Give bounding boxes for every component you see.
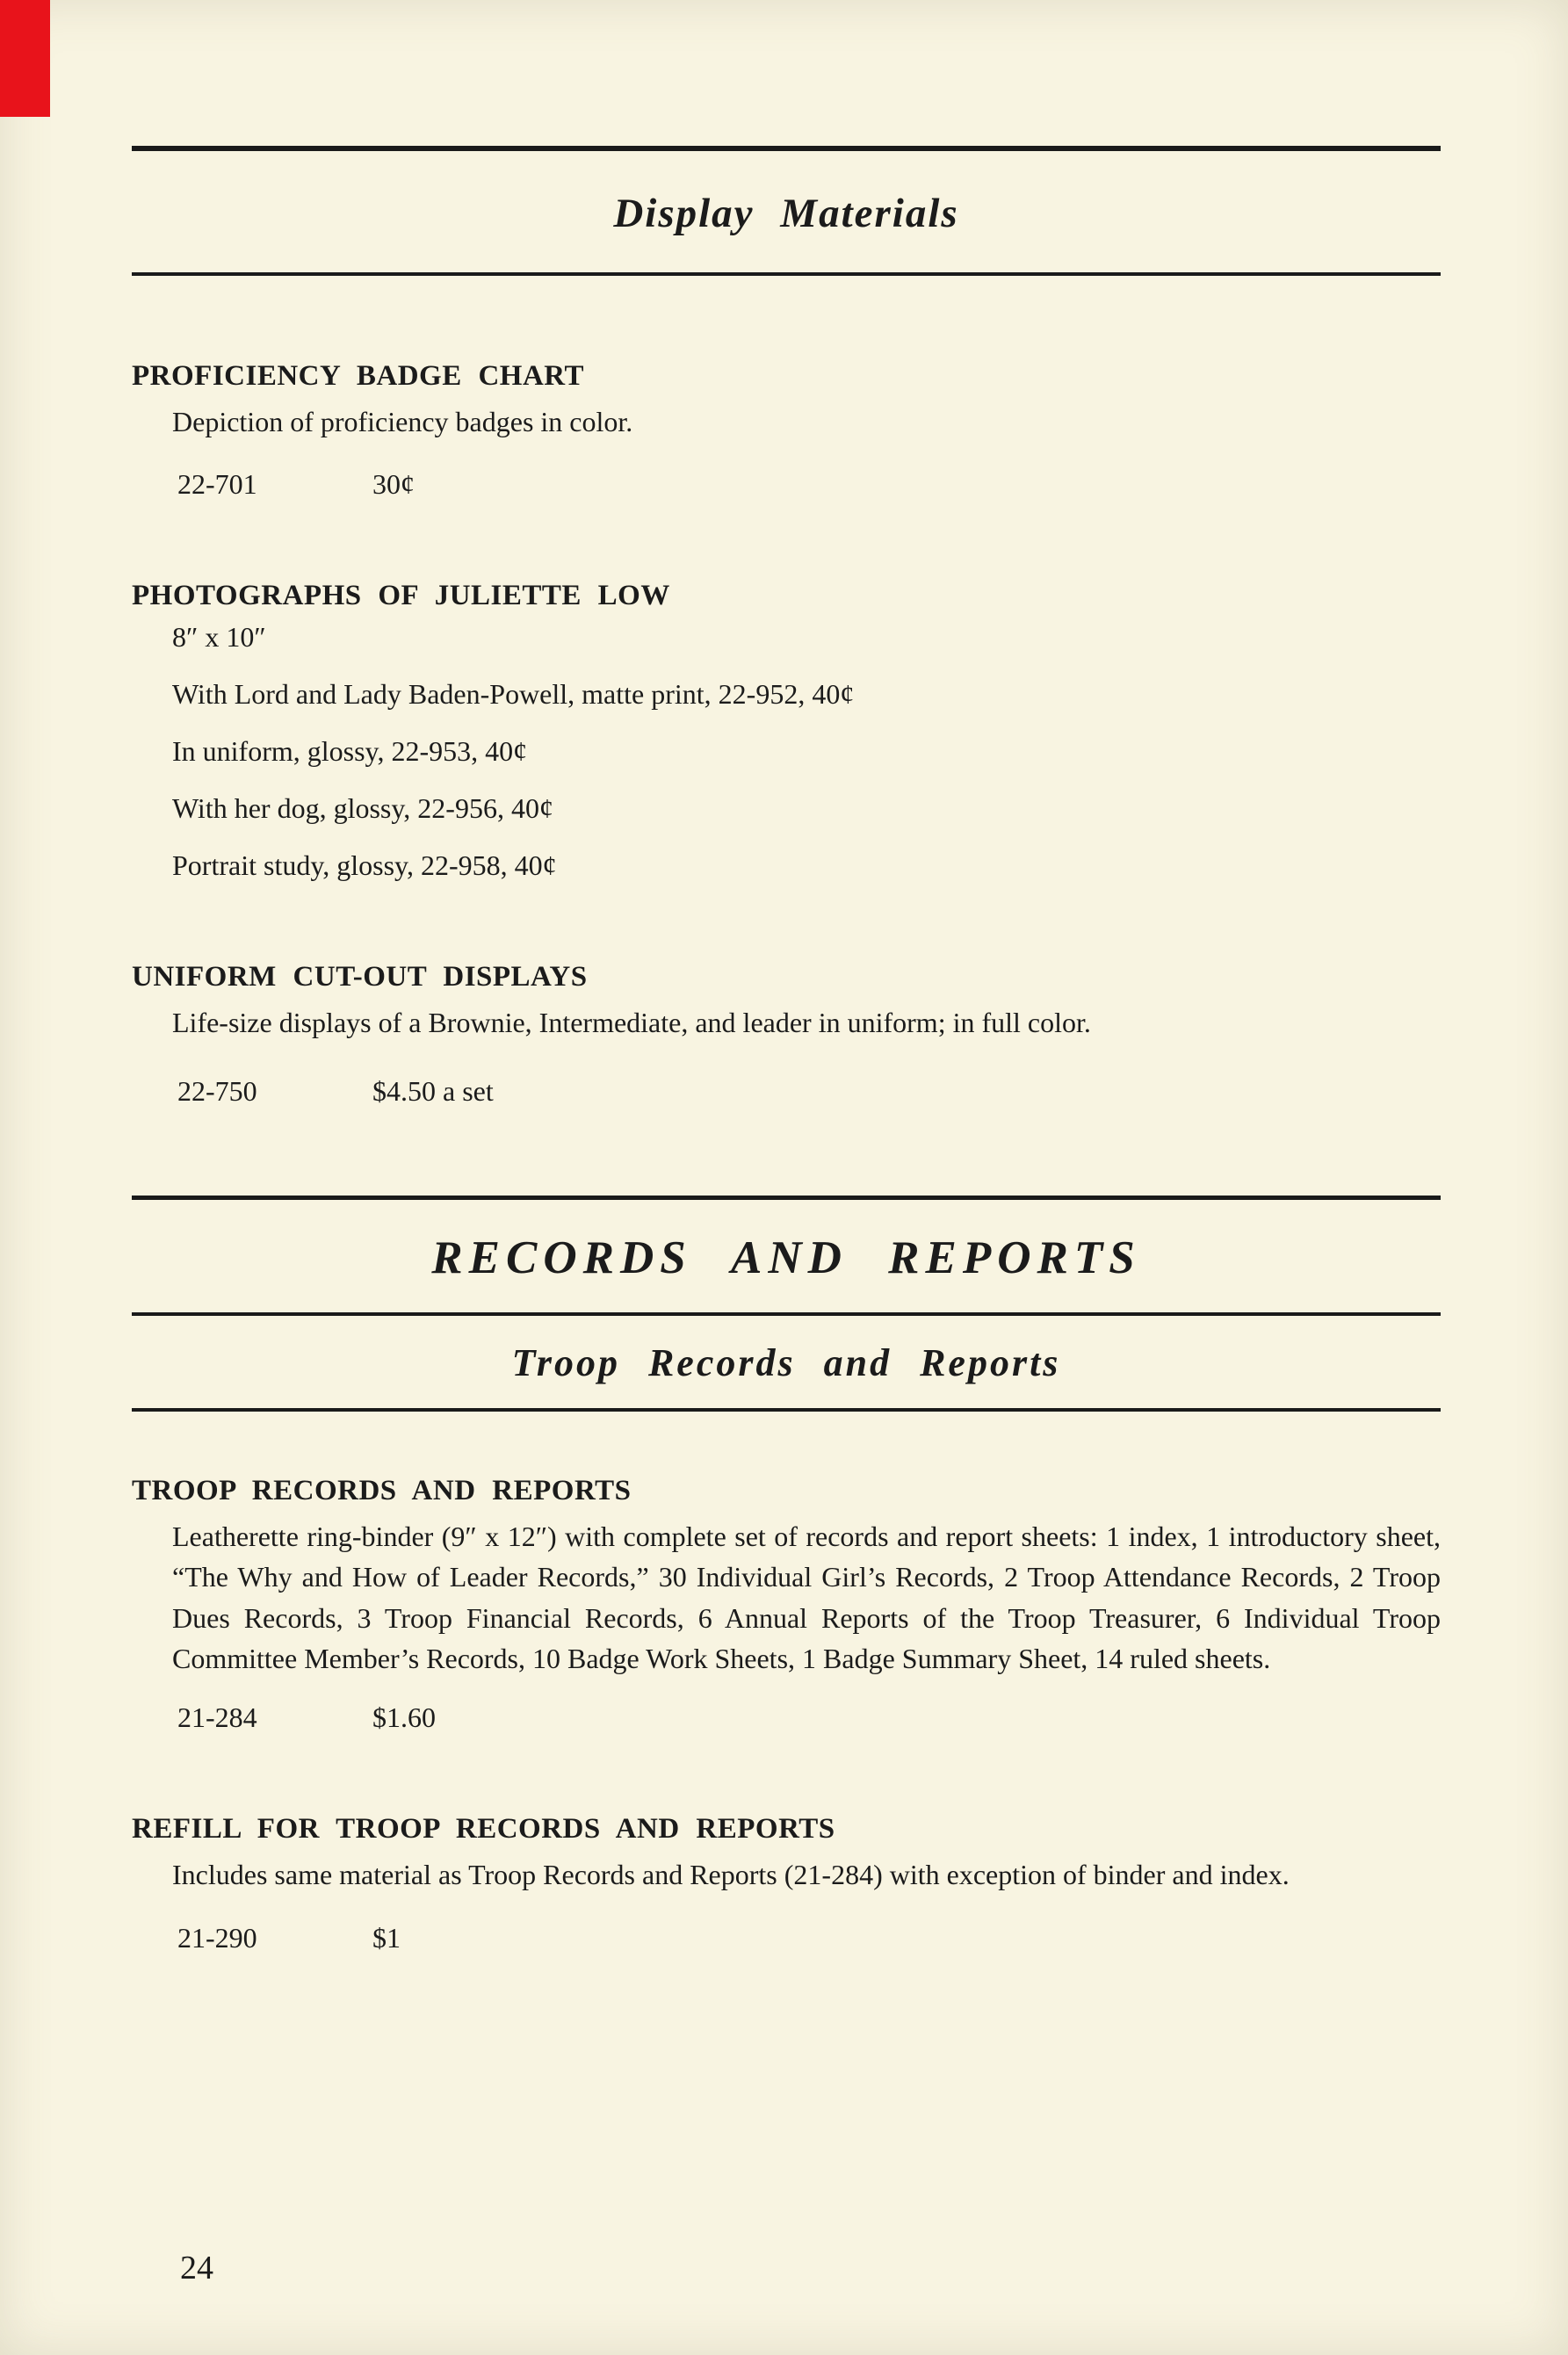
catalog-number: 21-290 <box>177 1921 257 1954</box>
photo-variant: With Lord and Lady Baden-Powell, matte print, 22-952, 40¢ <box>172 678 855 711</box>
section-title-display-materials: Display Materials <box>613 191 959 236</box>
price: $1 <box>372 1921 401 1954</box>
item-photographs-juliette-low <box>132 580 1441 882</box>
catalog-row <box>177 1075 1441 1108</box>
page-number: 24 <box>180 2250 213 2286</box>
photo-variant: With her dog, glossy, 22-956, 40¢ <box>172 792 553 825</box>
item-heading: PROFICIENCY BADGE CHART <box>132 360 584 392</box>
item-description: Includes same material as Troop Records and Reports (21-284) with exception of binder and index. <box>172 1859 1290 1891</box>
scan-artifact-red-strip <box>0 0 50 117</box>
divider-under-troop-title <box>132 1408 1441 1412</box>
catalog-number: 22-750 <box>177 1074 257 1107</box>
item-heading: PHOTOGRAPHS OF JULIETTE LOW <box>132 580 670 612</box>
catalog-row <box>177 468 1441 501</box>
subsection-title-troop-records: Troop Records and Reports <box>511 1340 1061 1384</box>
photo-variant: Portrait study, glossy, 22-958, 40¢ <box>172 849 557 882</box>
divider-under-display-title <box>132 272 1441 276</box>
item-description: Leatherette ring-binder (9″ x 12″) with complete set of records and report sheets: 1 index, 1 introductory sheet, “The Why and How of Leader Records,” 30 Individual Girl’s Records, 2 Troop Attendance Records, 2 Troop Dues Records, 3 Troop Financial Records, 6 Annual Reports of the Troop Treasurer, 6 Individual Troop Committee Member’s Records, 10 Badge Work Sheets, 1 Badge Summary Sheet, 14 ruled sheets. <box>172 1520 1441 1674</box>
item-uniform-cutout-displays <box>132 961 1441 1107</box>
item-refill-troop-records <box>132 1813 1441 1954</box>
catalog-row <box>177 1922 1441 1954</box>
item-heading: TROOP RECORDS AND REPORTS <box>132 1474 632 1506</box>
item-description: Life-size displays of a Brownie, Intermediate, and leader in uniform; in full color. <box>172 1007 1091 1039</box>
divider-above-records <box>132 1196 1441 1200</box>
divider-top <box>132 146 1441 151</box>
item-troop-records-and-reports <box>132 1475 1441 1735</box>
photo-variant: In uniform, glossy, 22-953, 40¢ <box>172 735 528 768</box>
item-heading: REFILL FOR TROOP RECORDS AND REPORTS <box>132 1813 835 1846</box>
item-proficiency-badge-chart <box>132 360 1441 501</box>
item-heading: UNIFORM CUT-OUT DISPLAYS <box>132 961 588 993</box>
price: $4.50 a set <box>372 1074 494 1107</box>
catalog-row <box>177 1701 1441 1734</box>
catalog-number: 21-284 <box>177 1701 257 1734</box>
photo-size: 8″ x 10″ <box>172 621 266 654</box>
catalog-number: 22-701 <box>177 468 257 501</box>
divider-under-records-title <box>132 1312 1441 1316</box>
price: $1.60 <box>372 1701 436 1734</box>
price: 30¢ <box>372 468 415 501</box>
section-title-records-and-reports: RECORDS AND REPORTS <box>431 1232 1141 1283</box>
page-content <box>0 146 1568 1954</box>
item-description: Depiction of proficiency badges in color. <box>172 406 633 437</box>
